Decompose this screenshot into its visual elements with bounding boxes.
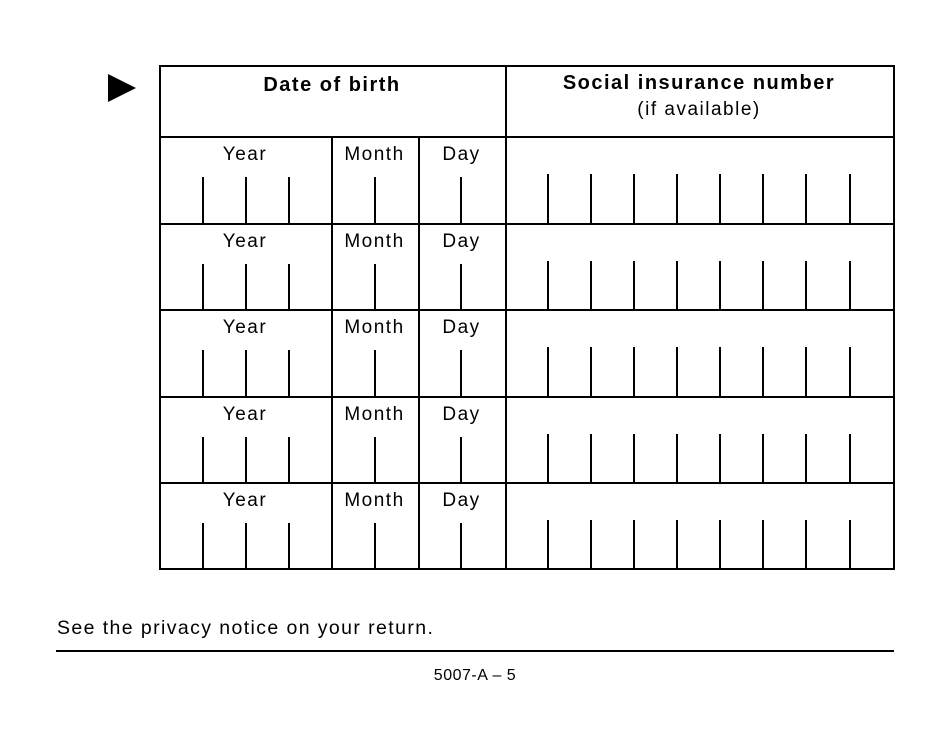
sin-digit-tick[interactable] (547, 520, 549, 569)
year-digit-tick[interactable] (245, 523, 247, 569)
day-label: Day (442, 317, 481, 338)
sin-digit-tick[interactable] (719, 434, 721, 483)
sin-digit-tick[interactable] (547, 174, 549, 223)
sin-digit-tick[interactable] (633, 261, 635, 310)
sin-digit-tick[interactable] (676, 347, 678, 396)
year-digit-tick[interactable] (288, 523, 290, 569)
year-digit-tick[interactable] (288, 437, 290, 483)
year-digit-tick[interactable] (245, 177, 247, 223)
year-label: Year (222, 231, 268, 252)
year-digit-tick[interactable] (288, 177, 290, 223)
sin-digit-tick[interactable] (633, 347, 635, 396)
year-digit-tick[interactable] (245, 437, 247, 483)
year-digit-tick[interactable] (202, 350, 204, 396)
sin-digit-tick[interactable] (849, 520, 851, 569)
footer-divider (56, 650, 894, 652)
year-digit-tick[interactable] (245, 264, 247, 310)
sin-digit-tick[interactable] (805, 347, 807, 396)
sin-digit-tick[interactable] (590, 261, 592, 310)
sin-digit-tick[interactable] (547, 434, 549, 483)
year-label: Year (222, 144, 268, 165)
row-separator (159, 223, 893, 225)
privacy-notice: See the privacy notice on your return. (57, 617, 435, 639)
month-label: Month (344, 317, 405, 338)
year-label: Year (222, 404, 268, 425)
year-digit-tick[interactable] (202, 264, 204, 310)
month-digit-tick[interactable] (374, 177, 376, 223)
year-digit-tick[interactable] (288, 350, 290, 396)
sin-digit-tick[interactable] (762, 520, 764, 569)
sin-digit-tick[interactable] (633, 434, 635, 483)
date-of-birth-header: Date of birth (263, 74, 401, 96)
day-label: Day (442, 404, 481, 425)
sin-digit-tick[interactable] (762, 434, 764, 483)
sin-digit-tick[interactable] (676, 174, 678, 223)
month-digit-tick[interactable] (374, 523, 376, 569)
sin-digit-tick[interactable] (633, 174, 635, 223)
sin-digit-tick[interactable] (719, 347, 721, 396)
sin-digit-tick[interactable] (590, 434, 592, 483)
sin-digit-tick[interactable] (676, 434, 678, 483)
sin-digit-tick[interactable] (762, 174, 764, 223)
day-digit-tick[interactable] (460, 437, 462, 483)
sin-digit-tick[interactable] (590, 520, 592, 569)
day-label: Day (442, 144, 481, 165)
month-label: Month (344, 490, 405, 511)
year-digit-tick[interactable] (202, 177, 204, 223)
table-border-right (893, 65, 895, 570)
month-digit-tick[interactable] (374, 437, 376, 483)
sin-digit-tick[interactable] (633, 520, 635, 569)
month-label: Month (344, 144, 405, 165)
month-label: Month (344, 231, 405, 252)
row-separator (159, 396, 893, 398)
sin-digit-tick[interactable] (719, 520, 721, 569)
month-label: Month (344, 404, 405, 425)
month-digit-tick[interactable] (374, 350, 376, 396)
page-number: 5007-A – 5 (433, 667, 517, 684)
year-digit-tick[interactable] (202, 437, 204, 483)
sin-digit-tick[interactable] (849, 261, 851, 310)
sin-digit-tick[interactable] (805, 174, 807, 223)
sin-digit-tick[interactable] (547, 261, 549, 310)
row-separator (159, 482, 893, 484)
sin-digit-tick[interactable] (590, 347, 592, 396)
sin-digit-tick[interactable] (805, 434, 807, 483)
sin-digit-tick[interactable] (762, 261, 764, 310)
sin-digit-tick[interactable] (676, 520, 678, 569)
day-digit-tick[interactable] (460, 177, 462, 223)
sin-digit-tick[interactable] (805, 520, 807, 569)
year-digit-tick[interactable] (288, 264, 290, 310)
day-digit-tick[interactable] (460, 523, 462, 569)
day-digit-tick[interactable] (460, 264, 462, 310)
sin-column-divider (505, 65, 507, 568)
table-border-top (159, 65, 893, 67)
sin-digit-tick[interactable] (719, 174, 721, 223)
month-digit-tick[interactable] (374, 264, 376, 310)
year-digit-tick[interactable] (202, 523, 204, 569)
day-digit-tick[interactable] (460, 350, 462, 396)
sin-digit-tick[interactable] (849, 434, 851, 483)
sin-digit-tick[interactable] (547, 347, 549, 396)
year-label: Year (222, 490, 268, 511)
year-label: Year (222, 317, 268, 338)
sin-digit-tick[interactable] (762, 347, 764, 396)
header-separator (159, 136, 893, 138)
day-label: Day (442, 490, 481, 511)
sin-digit-tick[interactable] (719, 261, 721, 310)
sin-digit-tick[interactable] (849, 174, 851, 223)
table-border-bottom (159, 568, 895, 570)
sin-digit-tick[interactable] (805, 261, 807, 310)
sin-digit-tick[interactable] (590, 174, 592, 223)
sin-digit-tick[interactable] (849, 347, 851, 396)
day-label: Day (442, 231, 481, 252)
sin-header: Social insurance number (562, 72, 836, 94)
sin-digit-tick[interactable] (676, 261, 678, 310)
year-digit-tick[interactable] (245, 350, 247, 396)
sin-subheader: (if available) (637, 99, 761, 120)
row-separator (159, 309, 893, 311)
